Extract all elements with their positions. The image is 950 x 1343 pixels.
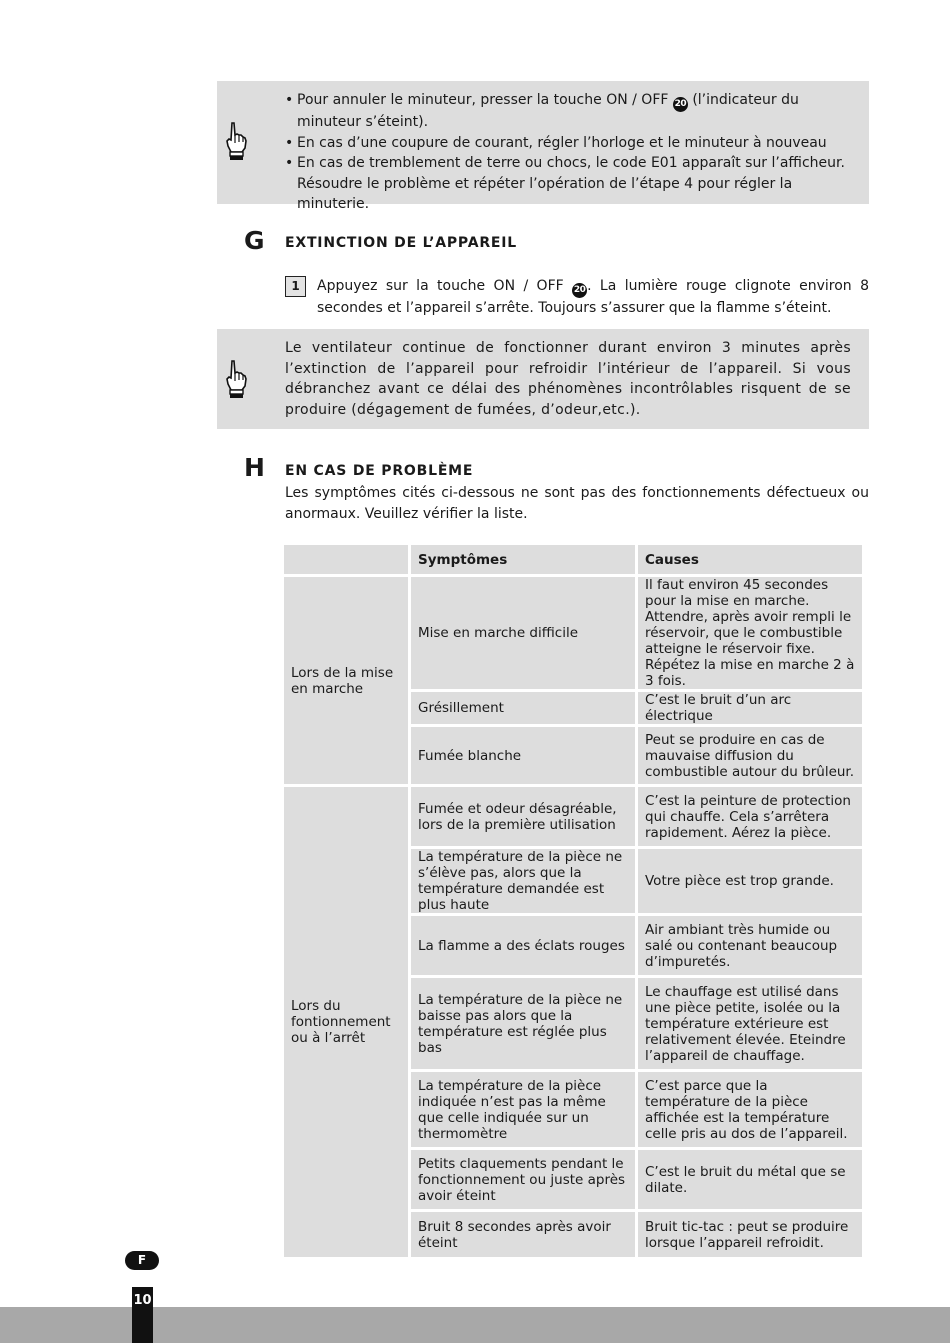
bullet-text-start: En cas d’une coupure de courant, régler l’horloge et le minuteur à nouveau [297, 134, 827, 151]
cause-cell: Bruit tic-tac : peut se produire lorsque l’appareil refroidit. [638, 1212, 862, 1257]
section-title-h: EN CAS DE PROBLÈME [285, 463, 474, 479]
cause-cell: C’est parce que la température de la pièce affichée est la température celle pris au dos de l’appareil. [638, 1072, 862, 1150]
bullet-text [297, 153, 851, 215]
note-bullet [285, 133, 851, 154]
note-bullet [285, 90, 851, 133]
step-text [317, 276, 869, 319]
symptom-cell: Fumée blanche [411, 727, 635, 787]
bullet-text-start: Pour annuler le minuteur, presser la touche ON / OFF [297, 92, 673, 108]
cause-cell: Votre pièce est trop grande. [638, 849, 862, 916]
step-text-end: . La lumière rouge clignote environ 8 secondes et l’appareil s’arrête. Toujours s’assurer que la flamme s’éteint. [317, 278, 869, 316]
note-bullet [285, 153, 851, 215]
symptom-cell: Petits claquements pendant le fonctionnement ou juste après avoir éteint [411, 1150, 635, 1212]
cause-cell: Air ambiant très humide ou salé ou contenant beaucoup d’impuretés. [638, 916, 862, 978]
symptom-cell: La flamme a des éclats rouges [411, 916, 635, 978]
group-label-cell: Lors du fontionnement ou à l’arrêt [284, 787, 408, 1257]
button-ref-badge: 20 [673, 97, 688, 112]
symptom-cell: Fumée et odeur désagréable, lors de la première utilisation [411, 787, 635, 849]
step-number-box: 1 [285, 276, 306, 297]
note-text: Le ventilateur continue de fonctionner durant environ 3 minutes après l’extinction de l’appareil pour refroidir l’intérieur de l’appareil. Si vous débranchez avant ce délai des phénomènes incontrôlables risquent de se produire (dégagement de fumées, d’odeur,etc.). [285, 340, 851, 418]
cause-cell: C’est le bruit du métal que se dilate. [638, 1150, 862, 1212]
section-title-g: EXTINCTION DE L’APPAREIL [285, 235, 518, 251]
pointing-hand-icon [223, 359, 249, 399]
table-row [284, 577, 862, 692]
page-number: 10 [133, 1293, 152, 1308]
section-letter-g: G [244, 226, 265, 255]
symptom-cell: La température de la pièce indiquée n’est pas la même que celle indiquée sur un thermomètre [411, 1072, 635, 1150]
button-ref-badge: 20 [572, 283, 587, 298]
note-box-timer [217, 81, 869, 212]
table-row [284, 787, 862, 849]
note-bullet-list [285, 90, 851, 215]
cause-cell: Le chauffage est utilisé dans une pièce petite, isolée ou la température extérieure est relativement élevée. Eteindre l’appareil de chauffage. [638, 978, 862, 1072]
troubleshooting-table [281, 545, 865, 1257]
cause-cell: C’est la peinture de protection qui chauffe. Cela s’arrêtera rapidement. Aérez la pièce. [638, 787, 862, 849]
bullet-text-end: (l’indicateur du minuteur s’éteint). [297, 92, 799, 130]
section-intro: Les symptômes cités ci-dessous ne sont pas des fonctionnements défectueux ou anormaux. Veuillez vérifier la liste. [285, 485, 869, 522]
symptom-cell: Bruit 8 secondes après avoir éteint [411, 1212, 635, 1257]
bullet-dot: • [285, 134, 294, 151]
symptom-cell: La température de la pièce ne s’élève pas, alors que la température demandée est plus haute [411, 849, 635, 916]
bullet-text-start: En cas de tremblement de terre ou chocs, le code E01 apparaît sur l’afficheur. Résoudre le problème et répéter l’opération de l’étape 4 pour régler la minuterie. [297, 155, 845, 212]
bullet-dot: • [285, 155, 294, 171]
symptom-cell: La température de la pièce ne baisse pas alors que la température est réglée plus bas [411, 978, 635, 1072]
note-box-fan [217, 329, 869, 429]
cause-cell: C’est le bruit d’un arc électrique [638, 692, 862, 727]
bullet-dot: • [285, 92, 294, 108]
bullet-text [297, 90, 851, 133]
symptom-cell: Mise en marche difficile [411, 577, 635, 692]
section-letter-h: H [244, 453, 265, 482]
pointing-hand-icon [223, 121, 249, 161]
table-header-symptoms: Symptômes [411, 545, 635, 577]
symptom-cell: Grésillement [411, 692, 635, 727]
cause-cell: Il faut environ 45 secondes pour la mise en marche. Attendre, après avoir rempli le réservoir, que le combustible atteigne le réservoir fixe. Répétez la mise en marche 2 à 3 fois. [638, 577, 862, 692]
cause-cell: Peut se produire en cas de mauvaise diffusion du combustible autour du brûleur. [638, 727, 862, 787]
language-badge: F [125, 1251, 159, 1270]
group-label-cell: Lors de la mise en marche [284, 577, 408, 787]
bullet-text [297, 133, 827, 154]
step-text-start: Appuyez sur la touche ON / OFF [317, 278, 573, 294]
table-header-empty [284, 545, 408, 577]
table-header-causes: Causes [638, 545, 862, 577]
